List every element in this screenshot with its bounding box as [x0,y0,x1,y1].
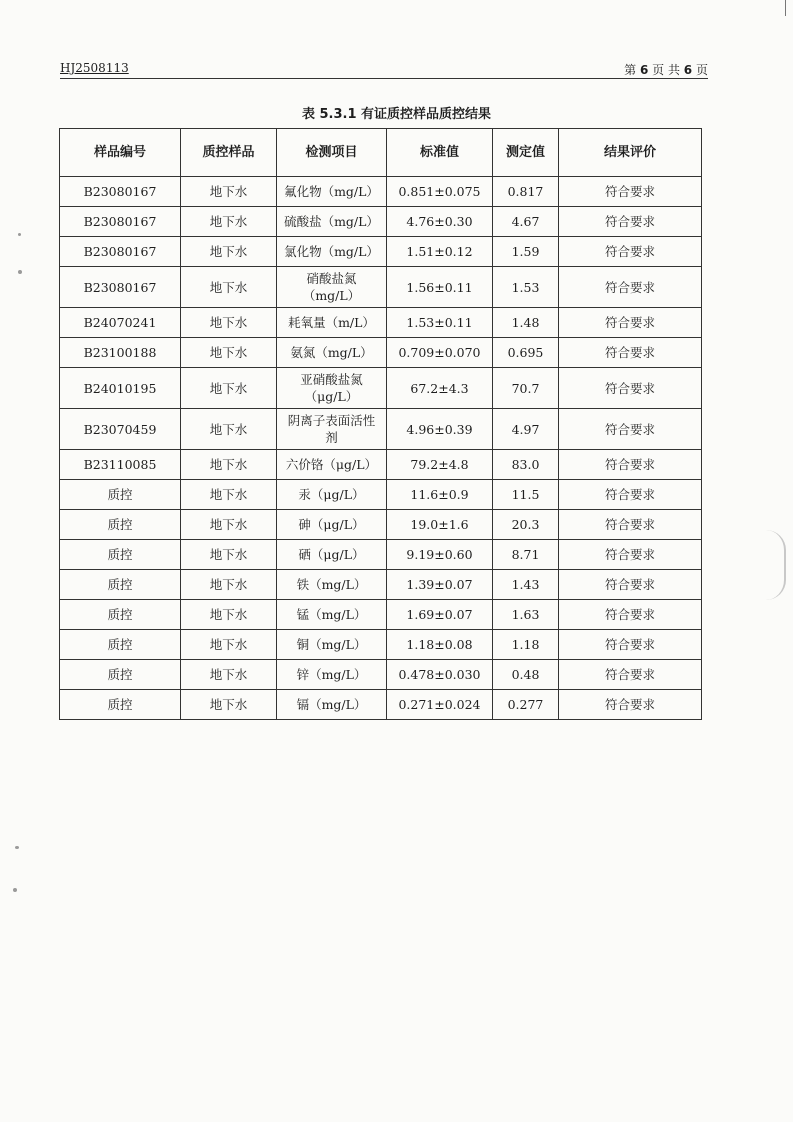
qc-sample-cell: 地下水 [181,570,277,600]
sample-id-cell: B24010195 [60,368,181,409]
table-row [60,450,702,480]
page-current: 6 [639,63,649,77]
qc-sample-cell: 地下水 [181,540,277,570]
qc-sample-cell: 地下水 [181,267,277,308]
qc-results-table [59,128,702,720]
test-item-cell: 铁（mg/L） [277,570,387,600]
sample-id-cell: 质控 [60,510,181,540]
table-row [60,368,702,409]
standard-value-cell: 4.96±0.39 [387,409,493,450]
page-prefix: 第 [624,63,637,77]
sample-id-cell: 质控 [60,540,181,570]
qc-sample-cell: 地下水 [181,600,277,630]
standard-value-cell: 1.69±0.07 [387,600,493,630]
test-item-line2: 剂 [325,430,338,445]
sample-id-cell: B23100188 [60,338,181,368]
qc-sample-cell: 地下水 [181,368,277,409]
sample-id-cell: B23080167 [60,207,181,237]
standard-value-cell: 79.2±4.8 [387,450,493,480]
table-row [60,207,702,237]
qc-sample-cell: 地下水 [181,660,277,690]
scan-speck [13,888,17,892]
scan-speck [18,233,21,236]
result-cell: 符合要求 [559,450,702,480]
table-body [60,177,702,720]
scan-speck [18,270,22,274]
test-item-cell: 氨氮（mg/L） [277,338,387,368]
column-header: 检测项目 [277,129,387,177]
qc-sample-cell: 地下水 [181,409,277,450]
table-row [60,308,702,338]
table-row [60,570,702,600]
measured-value-cell: 0.695 [493,338,559,368]
table-caption: 表 5.3.1 有证质控样品质控结果 [301,107,492,122]
qc-sample-cell: 地下水 [181,510,277,540]
test-item-line1: 硝酸盐氮 [306,271,357,286]
test-item-cell [277,409,387,450]
table-row [60,177,702,207]
table-row [60,338,702,368]
standard-value-cell: 0.709±0.070 [387,338,493,368]
standard-value-cell: 0.478±0.030 [387,660,493,690]
page-total: 6 [683,63,693,77]
report-id: HJ2508113 [60,61,129,75]
test-item-cell: 硫酸盐（mg/L） [277,207,387,237]
standard-value-cell: 9.19±0.60 [387,540,493,570]
qc-sample-cell: 地下水 [181,308,277,338]
standard-value-cell: 4.76±0.30 [387,207,493,237]
measured-value-cell: 1.43 [493,570,559,600]
result-cell: 符合要求 [559,207,702,237]
scan-speck [15,846,19,849]
result-cell: 符合要求 [559,409,702,450]
column-header: 质控样品 [181,129,277,177]
test-item-cell: 六价铬（μg/L） [277,450,387,480]
test-item-cell: 耗氧量（m/L） [277,308,387,338]
qc-sample-cell: 地下水 [181,450,277,480]
result-cell: 符合要求 [559,177,702,207]
table-row [60,600,702,630]
result-cell: 符合要求 [559,540,702,570]
table-row [60,237,702,267]
table-row [60,540,702,570]
page-header [60,58,708,79]
measured-value-cell: 1.59 [493,237,559,267]
table-row [60,630,702,660]
page-suffix: 页 [695,63,708,77]
qc-sample-cell: 地下水 [181,338,277,368]
test-item-cell: 汞（μg/L） [277,480,387,510]
result-cell: 符合要求 [559,690,702,720]
measured-value-cell: 0.277 [493,690,559,720]
sample-id-cell: 质控 [60,660,181,690]
result-cell: 符合要求 [559,308,702,338]
qc-sample-cell: 地下水 [181,237,277,267]
test-item-line2: （μg/L） [304,389,359,404]
standard-value-cell: 1.56±0.11 [387,267,493,308]
standard-value-cell: 67.2±4.3 [387,368,493,409]
measured-value-cell: 1.53 [493,267,559,308]
standard-value-cell: 0.271±0.024 [387,690,493,720]
result-cell: 符合要求 [559,600,702,630]
sample-id-cell: 质控 [60,690,181,720]
test-item-line2: （mg/L） [302,288,361,303]
measured-value-cell: 83.0 [493,450,559,480]
qc-sample-cell: 地下水 [181,207,277,237]
table-row [60,660,702,690]
table-row [60,267,702,308]
sample-id-cell: 质控 [60,480,181,510]
scan-edge-mark [785,0,786,16]
result-cell: 符合要求 [559,660,702,690]
sample-id-cell: B23080167 [60,177,181,207]
column-header: 样品编号 [60,129,181,177]
sample-id-cell: 质控 [60,570,181,600]
standard-value-cell: 1.53±0.11 [387,308,493,338]
sample-id-cell: B24070241 [60,308,181,338]
test-item-line1: 亚硝酸盐氮 [300,372,363,387]
measured-value-cell: 70.7 [493,368,559,409]
result-cell: 符合要求 [559,338,702,368]
table-header-row [60,129,702,177]
measured-value-cell: 0.817 [493,177,559,207]
measured-value-cell: 1.18 [493,630,559,660]
column-header: 结果评价 [559,129,702,177]
result-cell: 符合要求 [559,510,702,540]
result-cell: 符合要求 [559,237,702,267]
qc-sample-cell: 地下水 [181,630,277,660]
measured-value-cell: 1.48 [493,308,559,338]
measured-value-cell: 8.71 [493,540,559,570]
sample-id-cell: 质控 [60,600,181,630]
result-cell: 符合要求 [559,570,702,600]
qc-sample-cell: 地下水 [181,177,277,207]
standard-value-cell: 1.39±0.07 [387,570,493,600]
sample-id-cell: B23070459 [60,409,181,450]
test-item-cell: 锌（mg/L） [277,660,387,690]
sample-id-cell: 质控 [60,630,181,660]
standard-value-cell: 1.51±0.12 [387,237,493,267]
column-header: 测定值 [493,129,559,177]
test-item-cell: 硒（μg/L） [277,540,387,570]
column-header: 标准值 [387,129,493,177]
test-item-cell: 氟化物（mg/L） [277,177,387,207]
measured-value-cell: 4.67 [493,207,559,237]
test-item-cell [277,267,387,308]
table-row [60,690,702,720]
test-item-cell: 砷（μg/L） [277,510,387,540]
measured-value-cell: 0.48 [493,660,559,690]
test-item-cell: 锰（mg/L） [277,600,387,630]
standard-value-cell: 1.18±0.08 [387,630,493,660]
result-cell: 符合要求 [559,480,702,510]
margin-bracket-mark [766,530,786,600]
page-mid: 页 共 [652,63,680,77]
table-row [60,510,702,540]
qc-sample-cell: 地下水 [181,690,277,720]
sample-id-cell: B23080167 [60,267,181,308]
test-item-cell: 氯化物（mg/L） [277,237,387,267]
test-item-cell: 铜（mg/L） [277,630,387,660]
standard-value-cell: 19.0±1.6 [387,510,493,540]
test-item-line1: 阴离子表面活性 [287,413,376,428]
result-cell: 符合要求 [559,368,702,409]
measured-value-cell: 20.3 [493,510,559,540]
test-item-cell [277,368,387,409]
measured-value-cell: 4.97 [493,409,559,450]
sample-id-cell: B23110085 [60,450,181,480]
page-number [624,61,708,78]
test-item-cell: 镉（mg/L） [277,690,387,720]
result-cell: 符合要求 [559,267,702,308]
result-cell: 符合要求 [559,630,702,660]
table-row [60,409,702,450]
standard-value-cell: 11.6±0.9 [387,480,493,510]
measured-value-cell: 1.63 [493,600,559,630]
standard-value-cell: 0.851±0.075 [387,177,493,207]
qc-sample-cell: 地下水 [181,480,277,510]
sample-id-cell: B23080167 [60,237,181,267]
measured-value-cell: 11.5 [493,480,559,510]
table-row [60,480,702,510]
